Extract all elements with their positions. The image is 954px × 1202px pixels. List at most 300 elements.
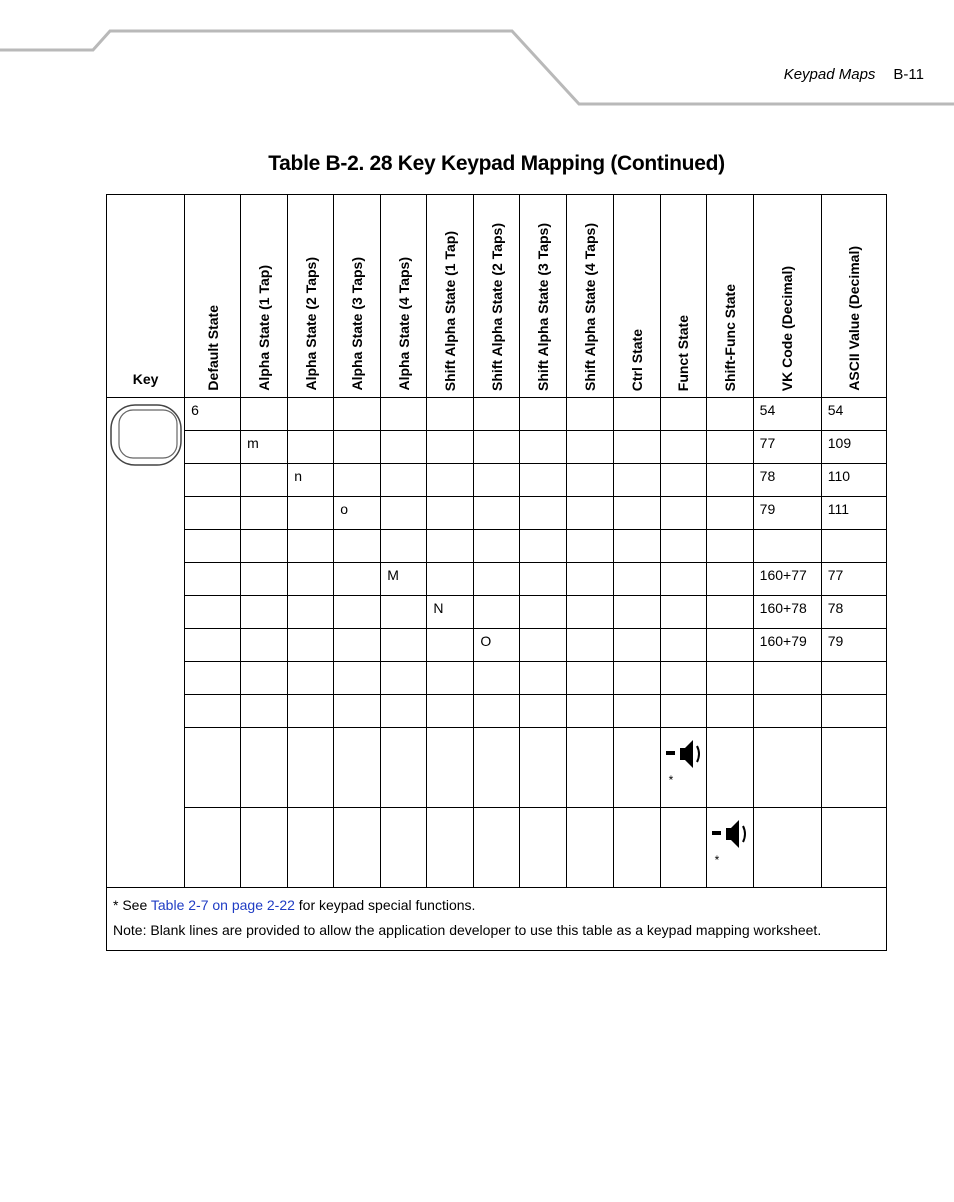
cell-value (381, 629, 426, 633)
table-cell (613, 530, 660, 563)
cell-value (614, 497, 660, 501)
table-cell (660, 728, 706, 808)
cell-value (185, 464, 240, 468)
table-cell (821, 695, 886, 728)
cell-value (185, 497, 240, 501)
cell-value (614, 530, 660, 534)
column-header-key: Key (107, 195, 185, 398)
table-cell (427, 728, 474, 808)
page-header-rule (0, 0, 954, 110)
table-cell (241, 497, 288, 530)
cell-value (707, 662, 753, 666)
cell-value: 78 (759, 468, 776, 484)
cell-value (754, 662, 821, 666)
table-cell (334, 695, 381, 728)
table-cell (567, 431, 613, 464)
table-cell (241, 662, 288, 695)
table-cell (567, 398, 613, 431)
table-cell (753, 431, 821, 464)
table-cell (288, 808, 334, 888)
keypad-mapping-table (106, 194, 887, 951)
cell-value: o (340, 501, 349, 517)
table-cell (427, 695, 474, 728)
table-cell (821, 596, 886, 629)
cell-value (661, 464, 706, 468)
table-cell (241, 695, 288, 728)
table-cell (567, 808, 613, 888)
cell-value: M (387, 567, 399, 583)
cell-value: N (433, 600, 444, 616)
table-cell (753, 398, 821, 431)
cell-value (707, 596, 753, 600)
cell-value (567, 596, 612, 600)
cell-value (614, 695, 660, 699)
column-header-label: Alpha State (4 Taps) (395, 257, 412, 391)
table-cell (613, 662, 660, 695)
table-cell (427, 563, 474, 596)
table-row (107, 629, 887, 662)
table-cell (185, 398, 241, 431)
cell-value (334, 398, 380, 402)
table-cell (334, 464, 381, 497)
column-header-label: VK Code (Decimal) (779, 265, 796, 391)
table-cell (613, 497, 660, 530)
table-cell (381, 497, 427, 530)
table-cell (474, 728, 520, 808)
table-cell (567, 497, 613, 530)
table-cell (706, 596, 753, 629)
table-cell (660, 464, 706, 497)
column-header-alpha-2 (288, 195, 334, 398)
footnote-suffix: for keypad special functions. (294, 897, 476, 913)
cell-value (661, 629, 706, 633)
table-cell (706, 497, 753, 530)
cell-value (614, 596, 660, 600)
cell-value (567, 530, 612, 534)
cell-value (381, 695, 426, 699)
table-row (107, 695, 887, 728)
cell-value (288, 808, 333, 812)
table-cell (288, 431, 334, 464)
table-cell (474, 530, 520, 563)
table-cell (821, 464, 886, 497)
cell-value (381, 662, 426, 666)
column-header-label: Default State (204, 305, 221, 391)
cell-value (520, 629, 566, 633)
cell-value (381, 530, 426, 534)
running-head-section: Keypad Maps (783, 66, 876, 83)
cell-value (707, 464, 753, 468)
cell-value (427, 728, 473, 732)
table-cell (427, 629, 474, 662)
cell-value (754, 530, 821, 534)
cell-value (614, 808, 660, 812)
cell-value (241, 596, 287, 600)
cell-value: m (247, 435, 259, 451)
cell-value (288, 497, 333, 501)
table-cell (185, 563, 241, 596)
table-cell (185, 808, 241, 888)
cell-value (474, 596, 519, 600)
cell-value (241, 629, 287, 633)
cell-value: 160+77 (759, 567, 807, 583)
table-cell (288, 563, 334, 596)
table-cell (520, 808, 567, 888)
column-header-funct-state (660, 195, 706, 398)
table-cell (753, 629, 821, 662)
cell-value (567, 497, 612, 501)
cell-value (185, 431, 240, 435)
table-row (107, 662, 887, 695)
column-header-label: Shift Alpha State (2 Taps) (488, 222, 505, 391)
table-cell (821, 530, 886, 563)
table-cell (520, 596, 567, 629)
table-cell (427, 808, 474, 888)
table-cell (567, 695, 613, 728)
table-cell (821, 431, 886, 464)
table-cell (288, 497, 334, 530)
cell-value (520, 398, 566, 402)
table-cell (660, 596, 706, 629)
cell-value (520, 563, 566, 567)
table-cell (520, 398, 567, 431)
column-header-shift-alpha-3 (520, 195, 567, 398)
table-cell (185, 596, 241, 629)
table-cell (334, 662, 381, 695)
table-row (107, 431, 887, 464)
table-cell (567, 728, 613, 808)
cell-value (288, 431, 333, 435)
column-header-vk-code (753, 195, 821, 398)
table-row (107, 497, 887, 530)
cell-value (241, 530, 287, 534)
cell-value (520, 695, 566, 699)
table-cell (520, 497, 567, 530)
cell-value (427, 629, 473, 633)
table-row (107, 464, 887, 497)
cell-value (567, 398, 612, 402)
cell-value (614, 431, 660, 435)
cell-value (822, 728, 886, 732)
cell-value (614, 398, 660, 402)
cell-value (241, 398, 287, 402)
blank-key-icon (107, 398, 183, 468)
table-cell (474, 596, 520, 629)
cell-value (822, 808, 886, 812)
table-cell (706, 695, 753, 728)
cell-value (614, 464, 660, 468)
cell-value (334, 431, 380, 435)
cell-value (427, 808, 473, 812)
table-cell (427, 398, 474, 431)
table-cell (427, 431, 474, 464)
table-cell (185, 728, 241, 808)
cell-value (474, 662, 519, 666)
table-cell (660, 431, 706, 464)
cell-value (241, 662, 287, 666)
column-header-label: Shift Alpha State (4 Taps) (582, 222, 598, 391)
table-cell (660, 695, 706, 728)
cell-value (185, 662, 240, 666)
table-cell (185, 530, 241, 563)
table-cell (185, 629, 241, 662)
table-cell (706, 530, 753, 563)
table-cell (821, 497, 886, 530)
cross-reference-link[interactable]: Table 2-7 on page 2-22 (150, 897, 295, 913)
volume-down-icon (665, 736, 711, 772)
cell-value (381, 596, 426, 600)
cell-value (661, 662, 706, 666)
table-cell (288, 662, 334, 695)
table-cell (753, 530, 821, 563)
column-header-label: Shift Alpha State (3 Taps) (535, 222, 552, 391)
table-cell (613, 464, 660, 497)
cell-value (614, 563, 660, 567)
cell-value (381, 497, 426, 501)
cell-value (707, 695, 753, 699)
cell-value: 109 (827, 435, 852, 451)
table-cell (185, 464, 241, 497)
cell-value (334, 464, 380, 468)
table-cell (520, 464, 567, 497)
column-header-label: Alpha State (1 Tap) (256, 265, 273, 391)
cell-value (661, 808, 706, 812)
table-cell (567, 662, 613, 695)
column-header-shift-alpha-1 (427, 195, 474, 398)
running-head (784, 66, 924, 83)
table-cell (288, 629, 334, 662)
table-cell (241, 808, 288, 888)
table-cell (660, 662, 706, 695)
cell-value (661, 431, 706, 435)
key-cell (107, 398, 185, 888)
table-cell (660, 629, 706, 662)
table-cell (567, 563, 613, 596)
table-cell (706, 398, 753, 431)
cell-value (185, 596, 240, 600)
table-cell (334, 728, 381, 808)
table-cell (381, 629, 427, 662)
cell-value (520, 530, 566, 534)
cell-value: 78 (827, 600, 844, 616)
cell-value (241, 808, 287, 812)
table-cell (520, 695, 567, 728)
table-cell (381, 596, 427, 629)
table-cell (706, 728, 753, 808)
cell-value (381, 431, 426, 435)
cell-value (614, 728, 660, 732)
cell-value (474, 398, 519, 402)
table-cell (427, 662, 474, 695)
cell-value (567, 629, 612, 633)
cell-value (567, 808, 612, 812)
cell-value (661, 695, 706, 699)
cell-value (520, 596, 566, 600)
table-cell (474, 431, 520, 464)
table-cell (334, 596, 381, 629)
table-cell (567, 596, 613, 629)
cell-value (288, 563, 333, 567)
column-header-label: ASCII Value (Decimal) (845, 246, 862, 391)
cell-value (567, 662, 612, 666)
table-cell (381, 728, 427, 808)
table-cell (427, 596, 474, 629)
table-cell (520, 431, 567, 464)
table-row (107, 563, 887, 596)
cell-value (661, 563, 706, 567)
table-cell (753, 695, 821, 728)
cell-value (754, 695, 821, 699)
cell-value (334, 596, 380, 600)
cell-value (288, 728, 333, 732)
cell-value: 111 (827, 501, 850, 517)
table-cell (334, 398, 381, 431)
page-number: B-11 (893, 66, 924, 83)
cell-value (288, 662, 333, 666)
cell-value (707, 629, 753, 633)
table-cell (474, 464, 520, 497)
table-cell (567, 530, 613, 563)
cell-value (474, 808, 519, 812)
table-cell (185, 497, 241, 530)
table-cell (381, 808, 427, 888)
cell-value (520, 431, 566, 435)
column-header-default-state (185, 195, 241, 398)
cell-value (427, 530, 473, 534)
cell-value (707, 530, 753, 534)
cell-value: n (294, 468, 302, 484)
table-cell (334, 629, 381, 662)
table-cell (334, 431, 381, 464)
cell-value: 54 (827, 402, 844, 418)
cell-value (661, 596, 706, 600)
table-cell (613, 808, 660, 888)
table-cell (241, 596, 288, 629)
table-cell (381, 431, 427, 464)
table-row (107, 728, 887, 808)
cell-value (427, 563, 473, 567)
table-cell (660, 563, 706, 596)
table-cell (334, 563, 381, 596)
table-header-row (107, 195, 887, 398)
cell-value (567, 431, 612, 435)
cell-value (754, 728, 821, 732)
table-cell (288, 464, 334, 497)
cell-value (334, 808, 380, 812)
table-cell (185, 662, 241, 695)
cell-value: 110 (827, 468, 851, 484)
cell-value (614, 629, 660, 633)
cell-value: O (480, 633, 492, 649)
cell-value (185, 563, 240, 567)
table-cell (753, 464, 821, 497)
table-cell (706, 563, 753, 596)
table-cell (706, 629, 753, 662)
column-header-ctrl-state (613, 195, 660, 398)
footnote-marker: * (668, 773, 674, 787)
table-cell (753, 728, 821, 808)
cell-value (241, 695, 287, 699)
table-cell (427, 530, 474, 563)
table-cell (567, 629, 613, 662)
column-header-label: Alpha State (3 Taps) (349, 257, 366, 391)
cell-value (288, 398, 333, 402)
table-cell (334, 497, 381, 530)
cell-value (567, 695, 612, 699)
table-cell (520, 563, 567, 596)
cell-value (822, 662, 886, 666)
column-header-label: Alpha State (2 Taps) (302, 257, 319, 391)
table-cell (821, 629, 886, 662)
table-cell (381, 398, 427, 431)
table-cell (381, 530, 427, 563)
table-cell (660, 808, 706, 888)
cell-value (567, 563, 612, 567)
table-cell (381, 464, 427, 497)
table-cell (288, 695, 334, 728)
table-cell (706, 431, 753, 464)
cell-value (185, 808, 240, 812)
column-header-label: Shift Alpha State (1 Tap) (442, 230, 459, 391)
footnote-blank-lines: Note: Blank lines are provided to allow the application developer to use this table as a keypad mapping worksheet. (113, 922, 822, 938)
table-cell (185, 431, 241, 464)
table-cell (753, 497, 821, 530)
table-cell (753, 662, 821, 695)
cell-value (707, 563, 753, 567)
cell-value (822, 695, 886, 699)
cell-value: 160+78 (759, 600, 807, 616)
cell-value (288, 530, 333, 534)
cell-value (427, 497, 473, 501)
column-header-shift-alpha-2 (474, 195, 520, 398)
table-cell (706, 808, 753, 888)
table-cell (567, 464, 613, 497)
cell-value (334, 629, 380, 633)
table-cell (613, 398, 660, 431)
cell-value (567, 464, 612, 468)
column-header-label: Ctrl State (628, 328, 645, 391)
cell-value (381, 808, 426, 812)
cell-value (334, 728, 380, 732)
cell-value (334, 662, 380, 666)
table-cell (241, 530, 288, 563)
table-notes (107, 888, 887, 951)
column-header-alpha-3 (334, 195, 381, 398)
table-title: Table B-2. 28 Key Keypad Mapping (Continued) (268, 152, 725, 175)
cell-value: 160+79 (759, 633, 807, 649)
table-cell (753, 808, 821, 888)
table-cell (288, 530, 334, 563)
cell-value (185, 695, 240, 699)
cell-value (520, 808, 566, 812)
cell-value (241, 497, 287, 501)
cell-value (334, 563, 380, 567)
cell-value: 77 (827, 567, 844, 583)
column-header-alpha-4 (381, 195, 427, 398)
table-cell (660, 398, 706, 431)
table-cell (474, 563, 520, 596)
cell-value (334, 530, 380, 534)
table-cell (334, 808, 381, 888)
table-cell (288, 398, 334, 431)
table-cell (520, 662, 567, 695)
cell-value (707, 398, 753, 402)
cell-value (427, 398, 473, 402)
table-row (107, 596, 887, 629)
table-cell (706, 662, 753, 695)
cell-value (520, 497, 566, 501)
cell-value (474, 431, 519, 435)
